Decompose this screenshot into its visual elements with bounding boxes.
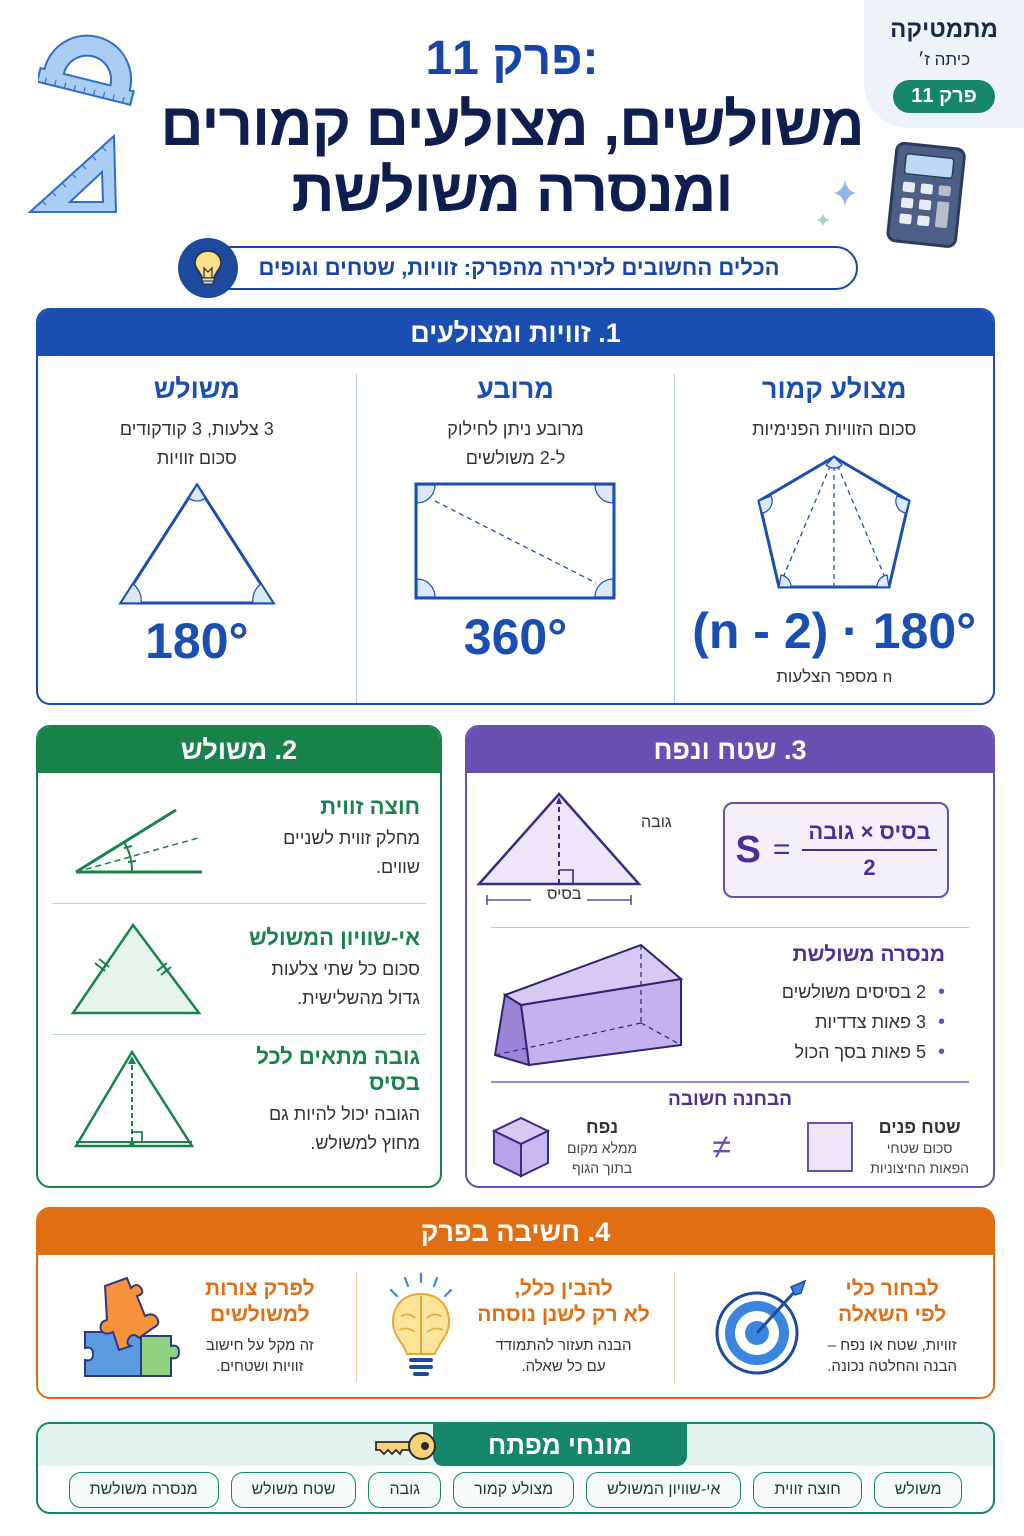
- prism-bullet: • 2 בסיסים משולשים: [691, 977, 945, 1007]
- column-desc: 3 צלעות, 3 קודקודים סכום זוויות: [119, 419, 274, 468]
- key-term-chip[interactable]: שטח משולש: [231, 1472, 357, 1508]
- key-terms-section: [36, 1422, 995, 1514]
- triangle-inequality-item: [52, 904, 426, 1035]
- title-line-2: ומנסרה משולשת: [291, 157, 733, 224]
- chapter-title: פרק 11:: [425, 32, 599, 85]
- n-note: n מספר הצלעות: [776, 667, 893, 686]
- column-title: מצולע קמור: [761, 374, 907, 404]
- prism-info: [691, 943, 969, 1067]
- base-label: בסיס: [547, 886, 582, 903]
- target-icon: [711, 1277, 811, 1377]
- cube-icon: [491, 1115, 551, 1179]
- convex-polygon-column: [675, 374, 993, 705]
- item-desc: הגובה יכול להיות גם מחוץ למשולש.: [268, 1103, 420, 1153]
- polygon-angle-sum: (n - 2) · 180°: [692, 603, 977, 659]
- choose-tool-item: לבחור כלי לפי השאלה זוויות, שטח או נפח – הבנה והחלטה נכונה.: [675, 1272, 993, 1382]
- prism-bullet: • 3 פאות צדדיות: [691, 1007, 945, 1037]
- section-angles-polygons: [36, 308, 995, 705]
- square-icon: [806, 1121, 854, 1173]
- key-term-chip[interactable]: חוצה זווית: [753, 1472, 861, 1508]
- key-terms-title: מונחי מפתח: [433, 1424, 687, 1466]
- section-triangle: [36, 725, 442, 1188]
- angle-bisector-icon: [62, 788, 212, 888]
- item-title: חוצה זווית: [320, 794, 420, 819]
- item-title: גובה מתאים לכל בסיס: [256, 1043, 420, 1095]
- subject-label: מתמטיקה: [890, 16, 998, 43]
- surface-area-item: שטח פנים סכום שטחי הפאות החיצוניות: [806, 1117, 969, 1178]
- quadrilateral-angle-sum: 360°: [463, 609, 568, 665]
- section-4-header: 4. חשיבה בפרק: [38, 1209, 993, 1255]
- section-1-header: 1. זוויות ומצולעים: [38, 310, 993, 356]
- formula-numerator: בסיס × גובה: [802, 819, 936, 851]
- rectangle-figure: [411, 479, 621, 605]
- chapter-pill: פרק 11: [893, 80, 994, 113]
- key-term-chip[interactable]: מנסרה משולשת: [69, 1472, 219, 1508]
- isosceles-triangle-icon: [67, 919, 207, 1019]
- summary-text: הכלים החשובים לזכירה מהפרק: זוויות, שטחים וגופים: [258, 255, 780, 280]
- puzzle-icon: [79, 1272, 189, 1382]
- triangle-angle-sum: 180°: [145, 613, 249, 669]
- distinction-title: הבחנה חשובה: [668, 1089, 792, 1110]
- section-2-header: 2. משולש: [38, 727, 440, 773]
- summary-banner: [200, 246, 858, 290]
- brain-bulb-icon: [381, 1272, 461, 1382]
- key-term-chip[interactable]: אי-שוויון המשולש: [586, 1472, 741, 1508]
- item-desc: סכום כל שתי צלעות גדול מהשלישית.: [271, 959, 420, 1008]
- section-area-volume: [465, 725, 995, 1188]
- triangle-area-figure: [491, 780, 723, 920]
- understand-rule-item: להבין כלל, לא רק לשנן נוסחה הבנה תעזור להתמודד עם כל שאלה.: [357, 1272, 676, 1382]
- triangle-area-formula: S = $\frac{\text{בסיס × גובה}}{2}$: [723, 802, 949, 898]
- pentagon-figure: [749, 449, 919, 599]
- column-desc: מרובע ניתן לחילוק ל-2 משולשים: [447, 419, 584, 468]
- quadrilateral-column: [357, 374, 676, 705]
- column-title: משולש: [153, 374, 240, 404]
- column-title: מרובע: [477, 374, 554, 404]
- triangle-column: [38, 374, 357, 705]
- section-3-header: 3. שטח ונפח: [467, 727, 993, 773]
- grade-label: כיתה ז׳: [917, 50, 971, 69]
- triangular-prism-icon: [491, 935, 691, 1075]
- not-equal-icon: ≠: [712, 1127, 731, 1166]
- decompose-shapes-item: לפרק צורות למשולשים זה מקל על חישוב זוויות ושטחים.: [38, 1272, 357, 1382]
- item-title: אי-שוויון המשולש: [248, 925, 420, 950]
- key-term-chip[interactable]: משולש: [874, 1472, 963, 1508]
- formula-denominator: 2: [863, 855, 876, 880]
- height-label: גובה: [641, 814, 672, 831]
- lightbulb-icon: [178, 238, 238, 298]
- key-term-chip[interactable]: מצולע קמור: [453, 1472, 574, 1508]
- height-item: [52, 1035, 426, 1166]
- page-title: [0, 34, 1024, 224]
- section-thinking: [36, 1207, 995, 1399]
- column-desc: סכום הזוויות הפנימיות: [752, 419, 917, 439]
- volume-item: נפח ממלא מקום בתוך הגוף: [491, 1115, 637, 1179]
- item-desc: מחלק זווית לשניים שווים.: [283, 828, 420, 877]
- triangle-figure: [107, 479, 287, 609]
- title-line-1: משולשים, מצולעים קמורים: [160, 91, 864, 158]
- key-term-chip[interactable]: גובה: [368, 1472, 441, 1508]
- prism-title: מנסרה משולשת: [792, 942, 945, 966]
- angle-bisector-item: [52, 773, 426, 904]
- prism-bullet: • 5 פאות בסך הכול: [691, 1037, 945, 1067]
- triangle-height-icon: [72, 1046, 202, 1156]
- key-icon: [372, 1428, 438, 1462]
